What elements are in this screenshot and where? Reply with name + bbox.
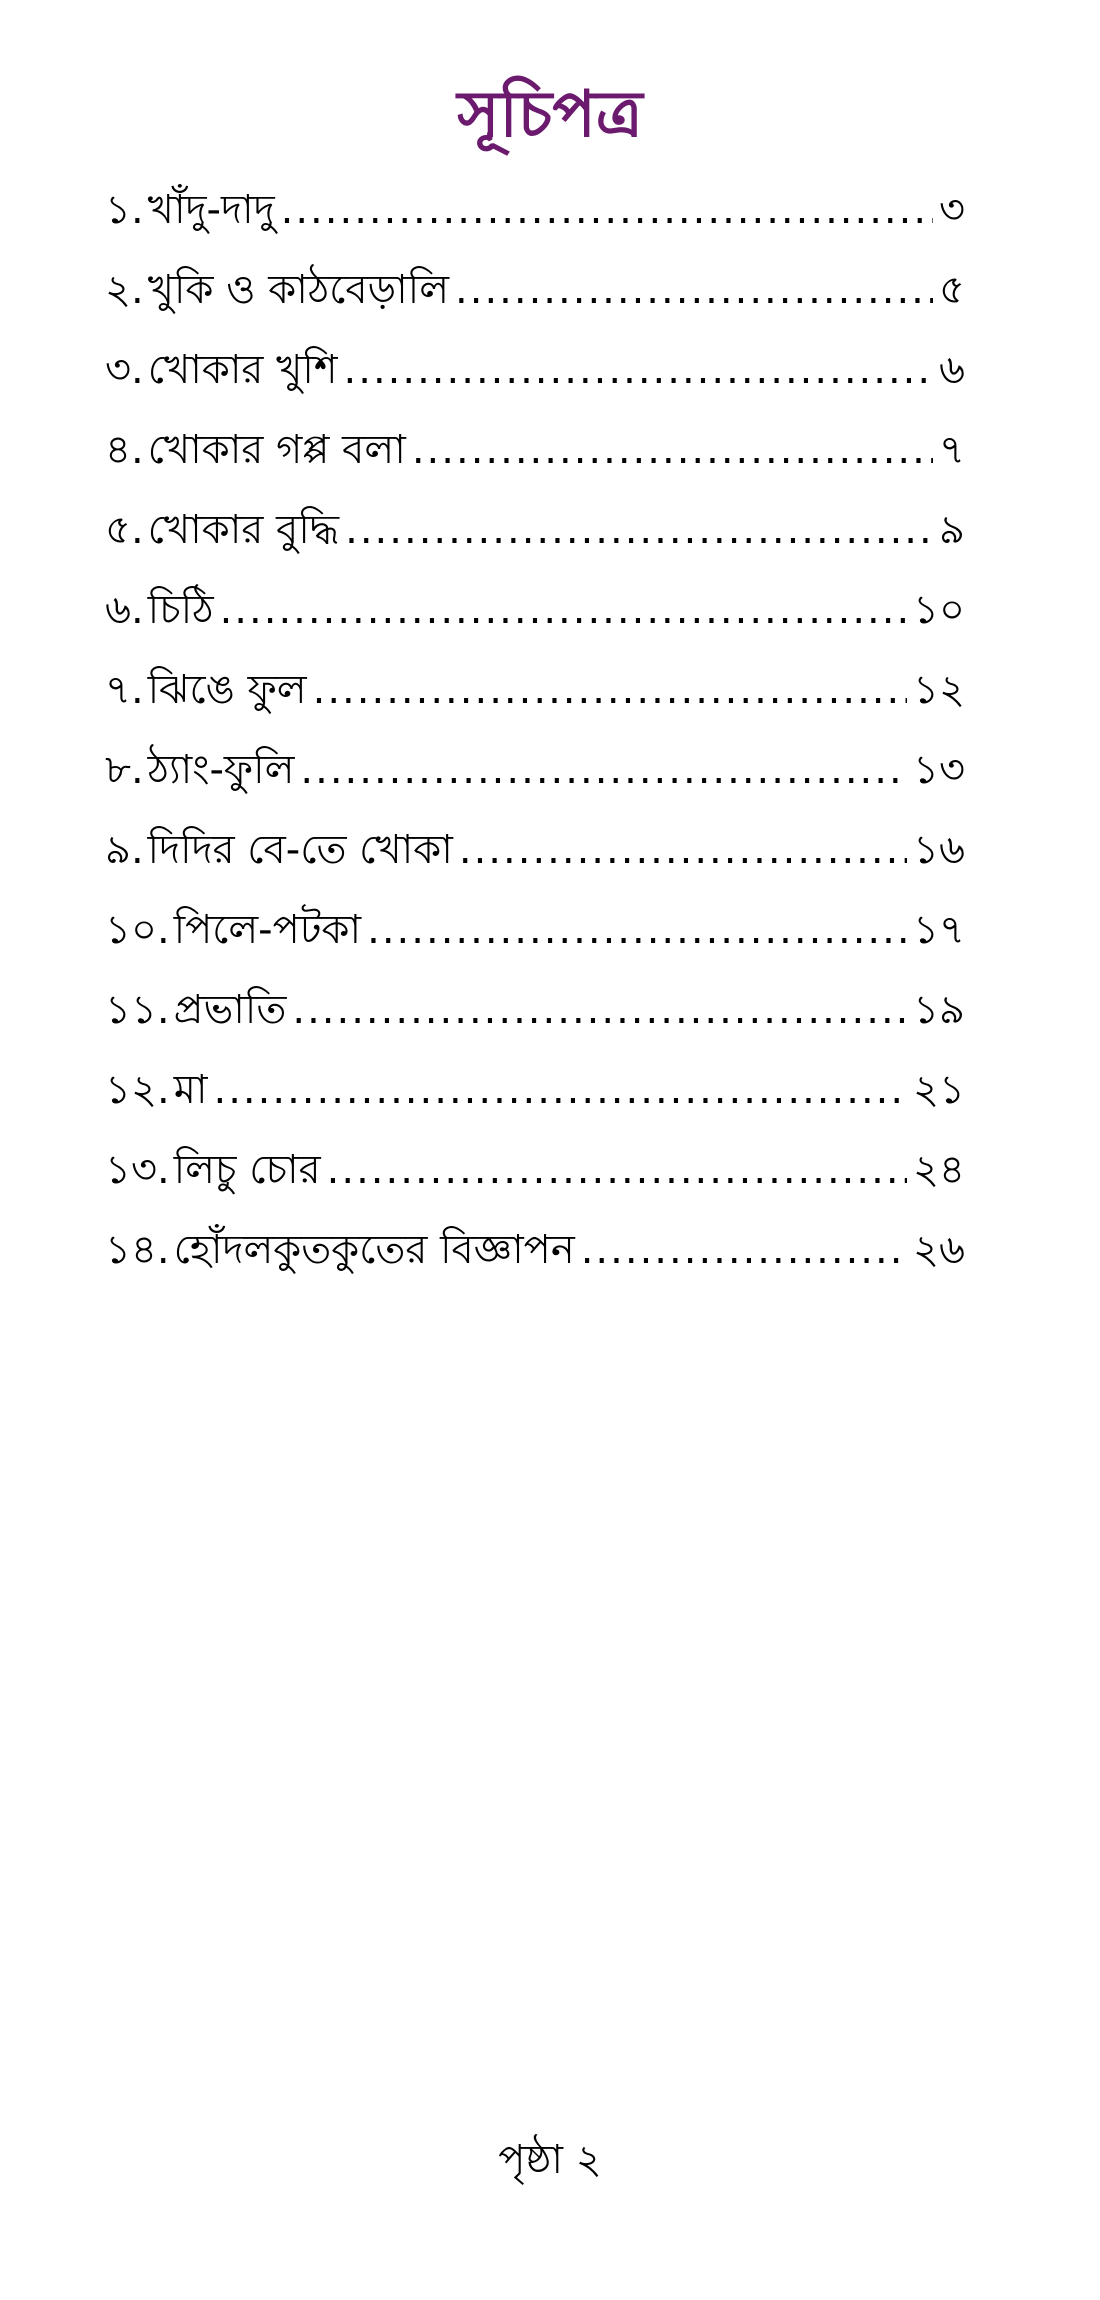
entry-page-number: ২৬	[912, 1227, 965, 1273]
entry-page-number: ১৬	[913, 827, 965, 873]
entry-number: ৫.	[105, 507, 144, 553]
entry-number: ১.	[105, 187, 144, 233]
toc-entry[interactable]	[105, 1050, 965, 1130]
entry-title: খাঁদু-দাদু	[147, 187, 275, 233]
entry-page-number: ৫	[939, 267, 965, 313]
dot-leader	[281, 170, 933, 250]
entry-page-number: ৭	[938, 427, 965, 473]
entry-page-number: ১৭	[913, 907, 965, 953]
entry-number: ৬.	[105, 587, 144, 633]
entry-number: ১৩.	[105, 1147, 170, 1193]
entry-page-number: ২৪	[913, 1147, 965, 1193]
toc-entry[interactable]	[105, 1130, 965, 1210]
entry-title: মা	[173, 1067, 208, 1113]
entry-number: ১০.	[105, 907, 170, 953]
entry-title: খোকার খুশি	[147, 347, 338, 393]
toc-entry[interactable]	[105, 730, 965, 810]
entry-title: প্রভাতি	[173, 987, 287, 1033]
entry-title: দিদির বে-তে খোকা	[147, 827, 453, 873]
entry-number: ১১.	[105, 987, 170, 1033]
dot-leader	[581, 1210, 907, 1290]
entry-number: ১২.	[105, 1067, 170, 1113]
entry-page-number: ৬	[938, 347, 965, 393]
toc-entry[interactable]	[105, 170, 965, 250]
entry-title: চিঠি	[147, 587, 214, 633]
entry-page-number: ১৯	[913, 987, 965, 1033]
entry-title: হোঁদলকুতকুতের বিজ্ঞাপন	[173, 1227, 575, 1273]
toc-entry[interactable]	[105, 890, 965, 970]
table-of-contents	[105, 170, 965, 1290]
dot-leader	[300, 730, 907, 810]
toc-entry[interactable]	[105, 250, 965, 330]
entry-number: ৯.	[105, 827, 144, 873]
entry-page-number: ১২	[913, 667, 965, 713]
entry-title: পিলে-পটকা	[173, 907, 362, 953]
dot-leader	[345, 490, 933, 570]
entry-page-number: ১০	[913, 587, 965, 633]
entry-title: লিচু চোর	[173, 1147, 321, 1193]
toc-entry[interactable]	[105, 410, 965, 490]
entry-number: ১৪.	[105, 1227, 170, 1273]
toc-entry[interactable]	[105, 1210, 965, 1290]
toc-entry[interactable]	[105, 970, 965, 1050]
dot-leader	[455, 250, 933, 330]
entry-title: ঝিঙে ফুল	[147, 667, 307, 713]
dot-leader	[327, 1130, 907, 1210]
toc-entry[interactable]	[105, 330, 965, 410]
dot-leader	[292, 970, 907, 1050]
entry-page-number: ৩	[938, 187, 965, 233]
entry-number: ৪.	[105, 427, 144, 473]
dot-leader	[459, 810, 907, 890]
toc-entry[interactable]	[105, 650, 965, 730]
dot-leader	[214, 1050, 908, 1130]
entry-title: খোকার বুদ্ধি	[147, 507, 340, 553]
entry-page-number: ১৩	[913, 747, 965, 793]
entry-number: ৭.	[105, 667, 144, 713]
dot-leader	[220, 570, 907, 650]
page-footer: পৃষ্ঠা ২	[498, 2137, 602, 2183]
dot-leader	[313, 650, 907, 730]
entry-page-number: ২১	[913, 1067, 965, 1113]
toc-entry[interactable]	[105, 810, 965, 890]
dot-leader	[367, 890, 907, 970]
page-title: সূচিপত্র	[457, 78, 643, 152]
entry-title: খুকি ও কাঠবেড়ালি	[147, 267, 450, 313]
toc-entry[interactable]	[105, 490, 965, 570]
entry-number: ৮.	[105, 747, 144, 793]
toc-entry[interactable]	[105, 570, 965, 650]
entry-number: ৩.	[105, 347, 144, 393]
entry-page-number: ৯	[939, 507, 965, 553]
dot-leader	[344, 330, 933, 410]
entry-number: ২.	[105, 267, 144, 313]
entry-title: খোকার গপ্প বলা	[147, 427, 406, 473]
entry-title: ঠ্যাং-ফুলি	[147, 747, 295, 793]
dot-leader	[412, 410, 933, 490]
